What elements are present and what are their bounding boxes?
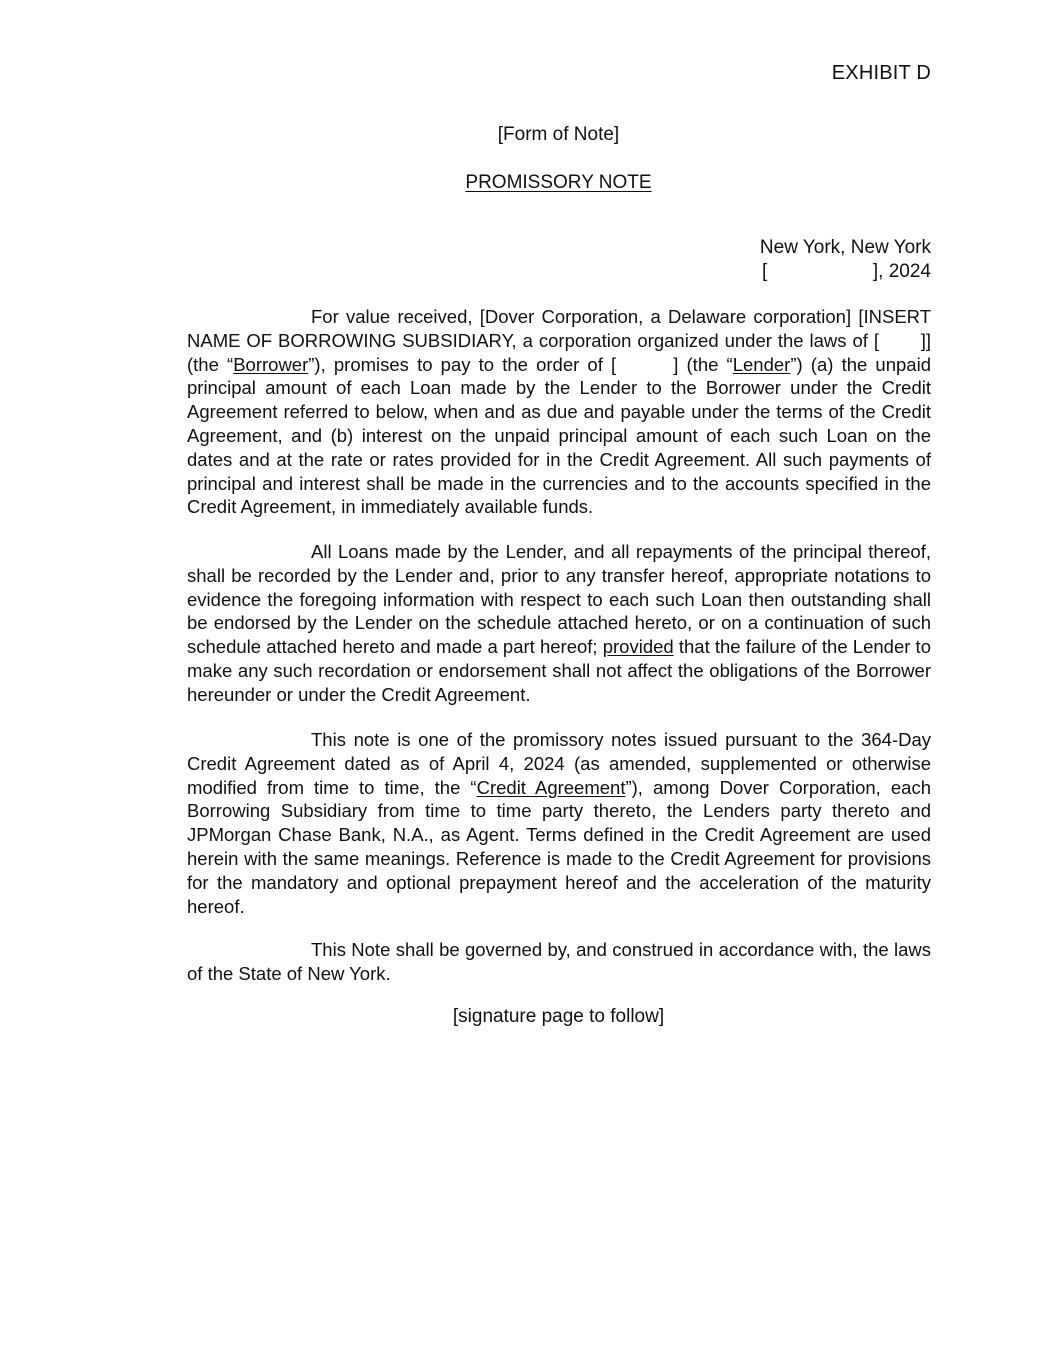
paragraph-1-lead: For value received, [Dover Corporation, a Delaware corporation] [INSERT NAME OF BORROWING SUBSIDIARY, a corporation organized under the laws of [	[187, 306, 931, 351]
place-date-block	[760, 236, 931, 284]
paragraph-1-after-borrower: ”), promises to pay to the order of [	[308, 353, 617, 375]
lender-defined-term: Lender	[732, 353, 791, 375]
paragraph-1-rest: ”) (a) the unpaid principal amount of each Loan made by the Lender to the Borrower under the Credit Agreement referred to below, when and as due and payable under the terms of the Credit Agreement, and (b) interest on the unpaid principal amount of each such Loan on the dates and at the rate or rates provided for in the Credit Agreement. All such payments of principal and interest shall be made in the currencies and to the accounts specified in the Credit Agreement, in immediately available funds.	[187, 353, 931, 518]
date-blank	[767, 261, 873, 282]
paragraph-3-rest: ”), among Dover Corporation, each Borrowing Subsidiary from time to time party thereto, the Lenders party thereto and JPMorgan Chase Bank, N.A., as Agent. Terms defined in the Credit Agreement are used herein with the same meanings. Reference is made to the Credit Agreement for provisions for the mandatory and optional prepayment hereof and the acceleration of the maturity hereof.	[187, 776, 931, 917]
date-open-bracket: [	[762, 261, 768, 282]
paragraph-governing-law	[187, 938, 931, 986]
paragraph-2-lead: All Loans made by the Lender, and all repayments of the principal thereof, shall be recorded by the Lender and, prior to any transfer hereof, appropriate notations to evidence the foregoing information with respect to each such Loan then outstanding shall be endorsed by the Lender on the schedule attached hereto, or on a continuation of such schedule attached hereto and made a part hereof;	[187, 541, 931, 658]
paragraph-3-lead: This note is one of the promissory notes issued pursuant to the 364-Day Credit Agreement dated as of April 4, 2024 (as amended, supplemented or otherwise modified from time to time, the “	[187, 729, 931, 798]
place-line: New York, New York	[759, 237, 931, 258]
lender-blank	[616, 354, 673, 375]
paragraph-credit-agreement	[187, 728, 931, 918]
paragraph-4-text: This Note shall be governed by, and construed in accordance with, the laws of the State of New York.	[187, 939, 931, 984]
date-line	[760, 260, 931, 284]
borrower-defined-term: Borrower	[233, 353, 309, 375]
paragraph-payment-promise	[187, 305, 931, 519]
paragraph-loan-records	[187, 540, 931, 707]
document-title-text: PROMISSORY NOTE	[465, 172, 652, 193]
paragraph-2-rest: that the failure of the Lender to make any such recordation or endorsement shall not affect the obligations of the Borrower hereunder or under the Credit Agreement.	[187, 636, 931, 705]
form-label: [Form of Note]	[497, 124, 620, 145]
credit-agreement-defined-term: Credit Agreement	[476, 776, 626, 798]
provided-term: provided	[602, 636, 674, 658]
paragraph-1-after-lender-blank: ] (the “	[673, 353, 733, 375]
document-title	[0, 172, 1055, 194]
signature-page-note: [signature page to follow]	[452, 1006, 665, 1027]
exhibit-label: EXHIBIT D	[831, 62, 931, 84]
paragraph-1-after-laws-blank: ]] (the “	[187, 329, 931, 375]
laws-blank	[879, 330, 921, 351]
date-close: ], 2024	[872, 261, 931, 282]
